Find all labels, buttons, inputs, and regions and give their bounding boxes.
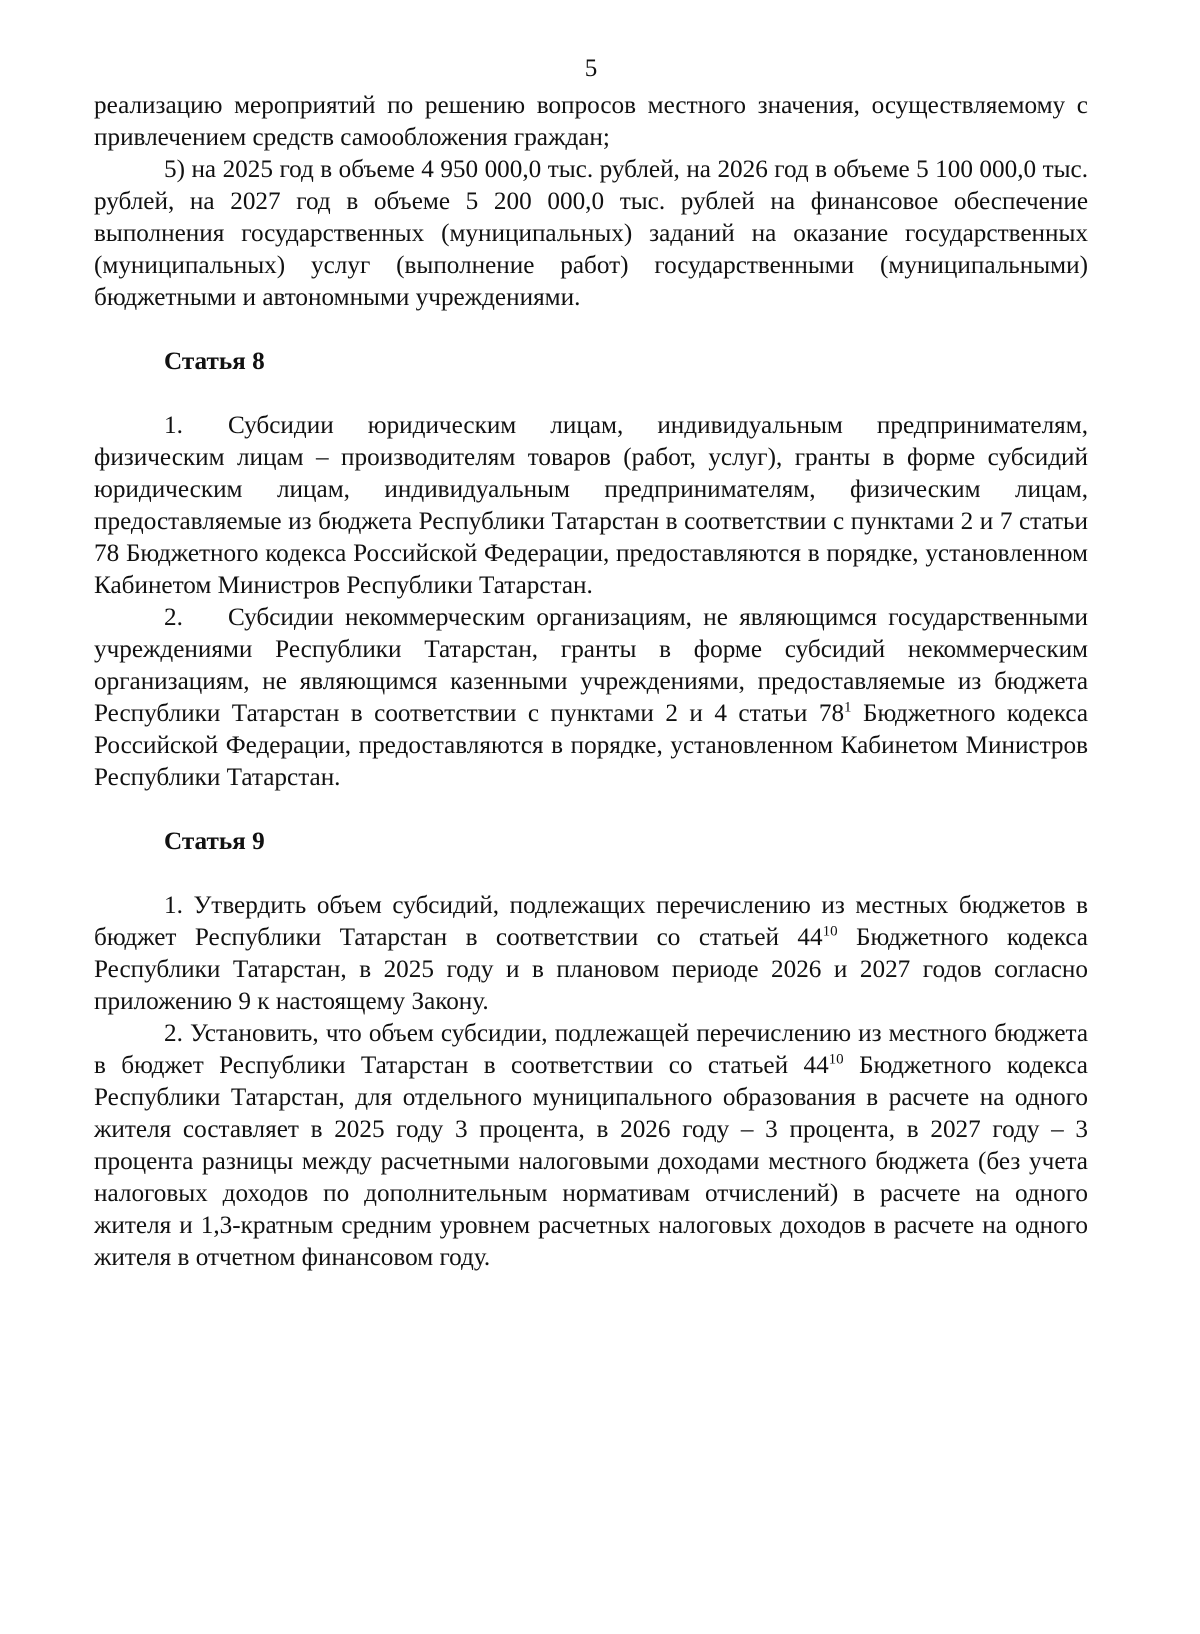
article-8-p2-superscript: 1 <box>844 699 852 716</box>
article-9-p1-superscript: 10 <box>822 923 838 940</box>
article-8-paragraph-2 <box>94 602 1088 794</box>
article-8-heading: Статья 8 <box>164 348 265 375</box>
continuation-paragraph: реализацию мероприятий по решению вопросов местного значения, осуществляемому с привлечением средств самообложения граждан; <box>94 92 1088 151</box>
article-9-p2-text-b: Бюджетного кодекса Республики Татарстан, для отдельного муниципального образования в расчете на одного жителя составляет в 2025 году 3 процента, в 2026 году – 3 процента, в 2027 году – 3 процента разницы между расчетными налоговыми доходами местного бюджета (без учета налоговых доходов по дополнительным нормативам отчислений) в расчете на одного жителя и 1,3-кратным средним уровнем расчетных налоговых доходов в расчете на одного жителя в отчетном финансовом году. <box>94 1052 1088 1271</box>
article-8-p2-text-a: Субсидии некоммерческим организациям, не являющимся государственными учреждениями Республики Татарстан, гранты в форме субсидий некоммерческим организациям, не являющимся казенными учреждениями, предоставляемые из бюджета Республики Татарстан в соответствии с пунктами 2 и 4 статьи 78 <box>94 604 1088 727</box>
article-9-heading: Статья 9 <box>164 828 265 855</box>
page-number: 5 <box>584 55 598 82</box>
article-9-p2-superscript: 10 <box>828 1051 844 1068</box>
article-8-p2-number: 2. <box>164 604 183 631</box>
article-8-p1-number: 1. <box>164 412 183 439</box>
article-8-p2-text-b: Бюджетного кодекса Российской Федерации, предоставляются в порядке, установленном Кабинетом Министров Республики Татарстан. <box>94 700 1088 791</box>
article-9-paragraph-1 <box>94 890 1088 1018</box>
article-8-p1-text: Субсидии юридическим лицам, индивидуальным предпринимателям, физическим лицам – производителям товаров (работ, услуг), гранты в форме субсидий юридическим лицам, индивидуальным предпринимателям, физическим лицам, предоставляемые из бюджета Республики Татарстан в соответствии с пунктами 2 и 7 статьи 78 Бюджетного кодекса Российской Федерации, предоставляются в порядке, установленном Кабинетом Министров Республики Татарстан. <box>94 412 1088 599</box>
article-9-paragraph-2 <box>94 1018 1088 1274</box>
article-8-paragraph-1 <box>94 410 1088 602</box>
article-9-p1-text-b: Бюджетного кодекса Республики Татарстан, в 2025 году и в плановом периоде 2026 и 2027 годов согласно приложению 9 к настоящему Закону. <box>94 924 1088 1015</box>
item-5-paragraph: 5) на 2025 год в объеме 4 950 000,0 тыс. рублей, на 2026 год в объеме 5 100 000,0 тыс. рублей, на 2027 год в объеме 5 200 000,0 тыс. рублей на финансовое обеспечение выполнения государственных (муниципальных) заданий на оказание государственных (муниципальных) услуг (выполнение работ) государственными (муниципальными) бюджетными и автономными учреждениями. <box>94 156 1088 311</box>
document-page <box>94 52 1088 1274</box>
article-9-p2-text-a: 2. Установить, что объем субсидии, подлежащей перечислению из местного бюджета в бюджет Республики Татарстан в соответствии со статьей 44 <box>94 1020 1088 1079</box>
article-9-p1-text-a: 1. Утвердить объем субсидий, подлежащих перечислению из местных бюджетов в бюджет Республики Татарстан в соответствии со статьей 44 <box>94 892 1088 951</box>
